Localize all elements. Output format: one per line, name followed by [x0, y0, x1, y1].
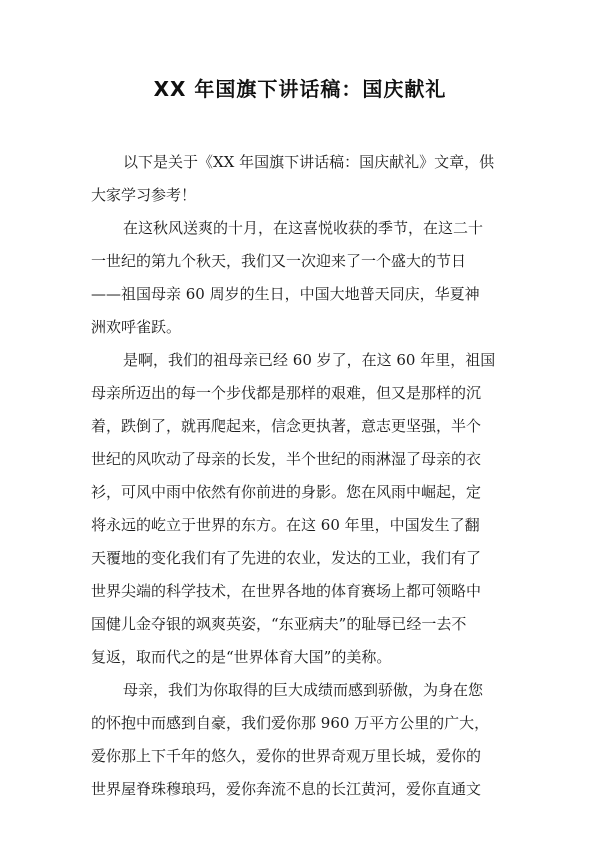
- paragraph-4-line-1: 母亲，我们为你取得的巨大成绩而感到骄傲，为身在您: [123, 681, 484, 699]
- paragraph-4-line-4: 世界屋脊珠穆琅玛，爱你奔流不息的长江黄河，爱你直通文: [91, 780, 482, 798]
- document-body: [91, 146, 509, 806]
- paragraph-1-line-2: 大家学习参考！: [91, 186, 197, 204]
- paragraph-2-line-1: 在这秋风送爽的十月，在这喜悦收获的季节，在这二十: [123, 219, 484, 237]
- paragraph-3-line-6: 将永远的屹立于世界的东方。在这 60 年里，中国发生了翻: [91, 516, 480, 534]
- paragraph-3-line-8: 世界尖端的科学技术，在世界各地的体育赛场上都可领略中: [91, 582, 482, 600]
- paragraph-4-line-2: 的怀抱中而感到自豪，我们爱你那 960 万平方公里的广大，: [91, 714, 490, 732]
- paragraph-3-line-7: 天覆地的变化我们有了先进的农业，发达的工业，我们有了: [91, 549, 482, 567]
- paragraph-3-line-1: 是啊，我们的祖母亲已经 60 岁了，在这 60 年里，祖国: [123, 351, 496, 369]
- document-title: XX 年国旗下讲话稿：国庆献礼: [153, 77, 447, 101]
- paragraph-4-line-3: 爱你那上下千年的悠久，爱你的世界奇观万里长城，爱你的: [91, 747, 482, 765]
- paragraph-3-line-4: 世纪的风吹动了母亲的长发，半个世纪的雨淋湿了母亲的衣: [91, 450, 482, 468]
- paragraph-3-line-9: 国健儿金夺银的飒爽英姿，“东亚病夫”的耻辱已经一去不: [91, 615, 467, 633]
- paragraph-1-line-1: 以下是关于《XX 年国旗下讲话稿：国庆献礼》文章，供: [123, 153, 495, 171]
- paragraph-3-line-2: 母亲所迈出的每一个步伐都是那样的艰难，但又是那样的沉: [91, 384, 482, 402]
- paragraph-2-line-4: 洲欢呼雀跃。: [91, 318, 182, 336]
- paragraph-2-line-2: 一世纪的第九个秋天，我们又一次迎来了一个盛大的节日: [91, 252, 467, 270]
- paragraph-3-line-3: 着，跌倒了，就再爬起来，信念更执著，意志更坚强，半个: [91, 417, 482, 435]
- paragraph-3-line-5: 衫，可风中雨中依然有你前进的身影。您在风雨中崛起，定: [91, 483, 482, 501]
- paragraph-3-line-10: 复返，取而代之的是“世界体育大国”的美称。: [91, 648, 392, 666]
- paragraph-2-line-3: ——祖国母亲 60 周岁的生日，中国大地普天同庆，华夏神: [91, 285, 480, 303]
